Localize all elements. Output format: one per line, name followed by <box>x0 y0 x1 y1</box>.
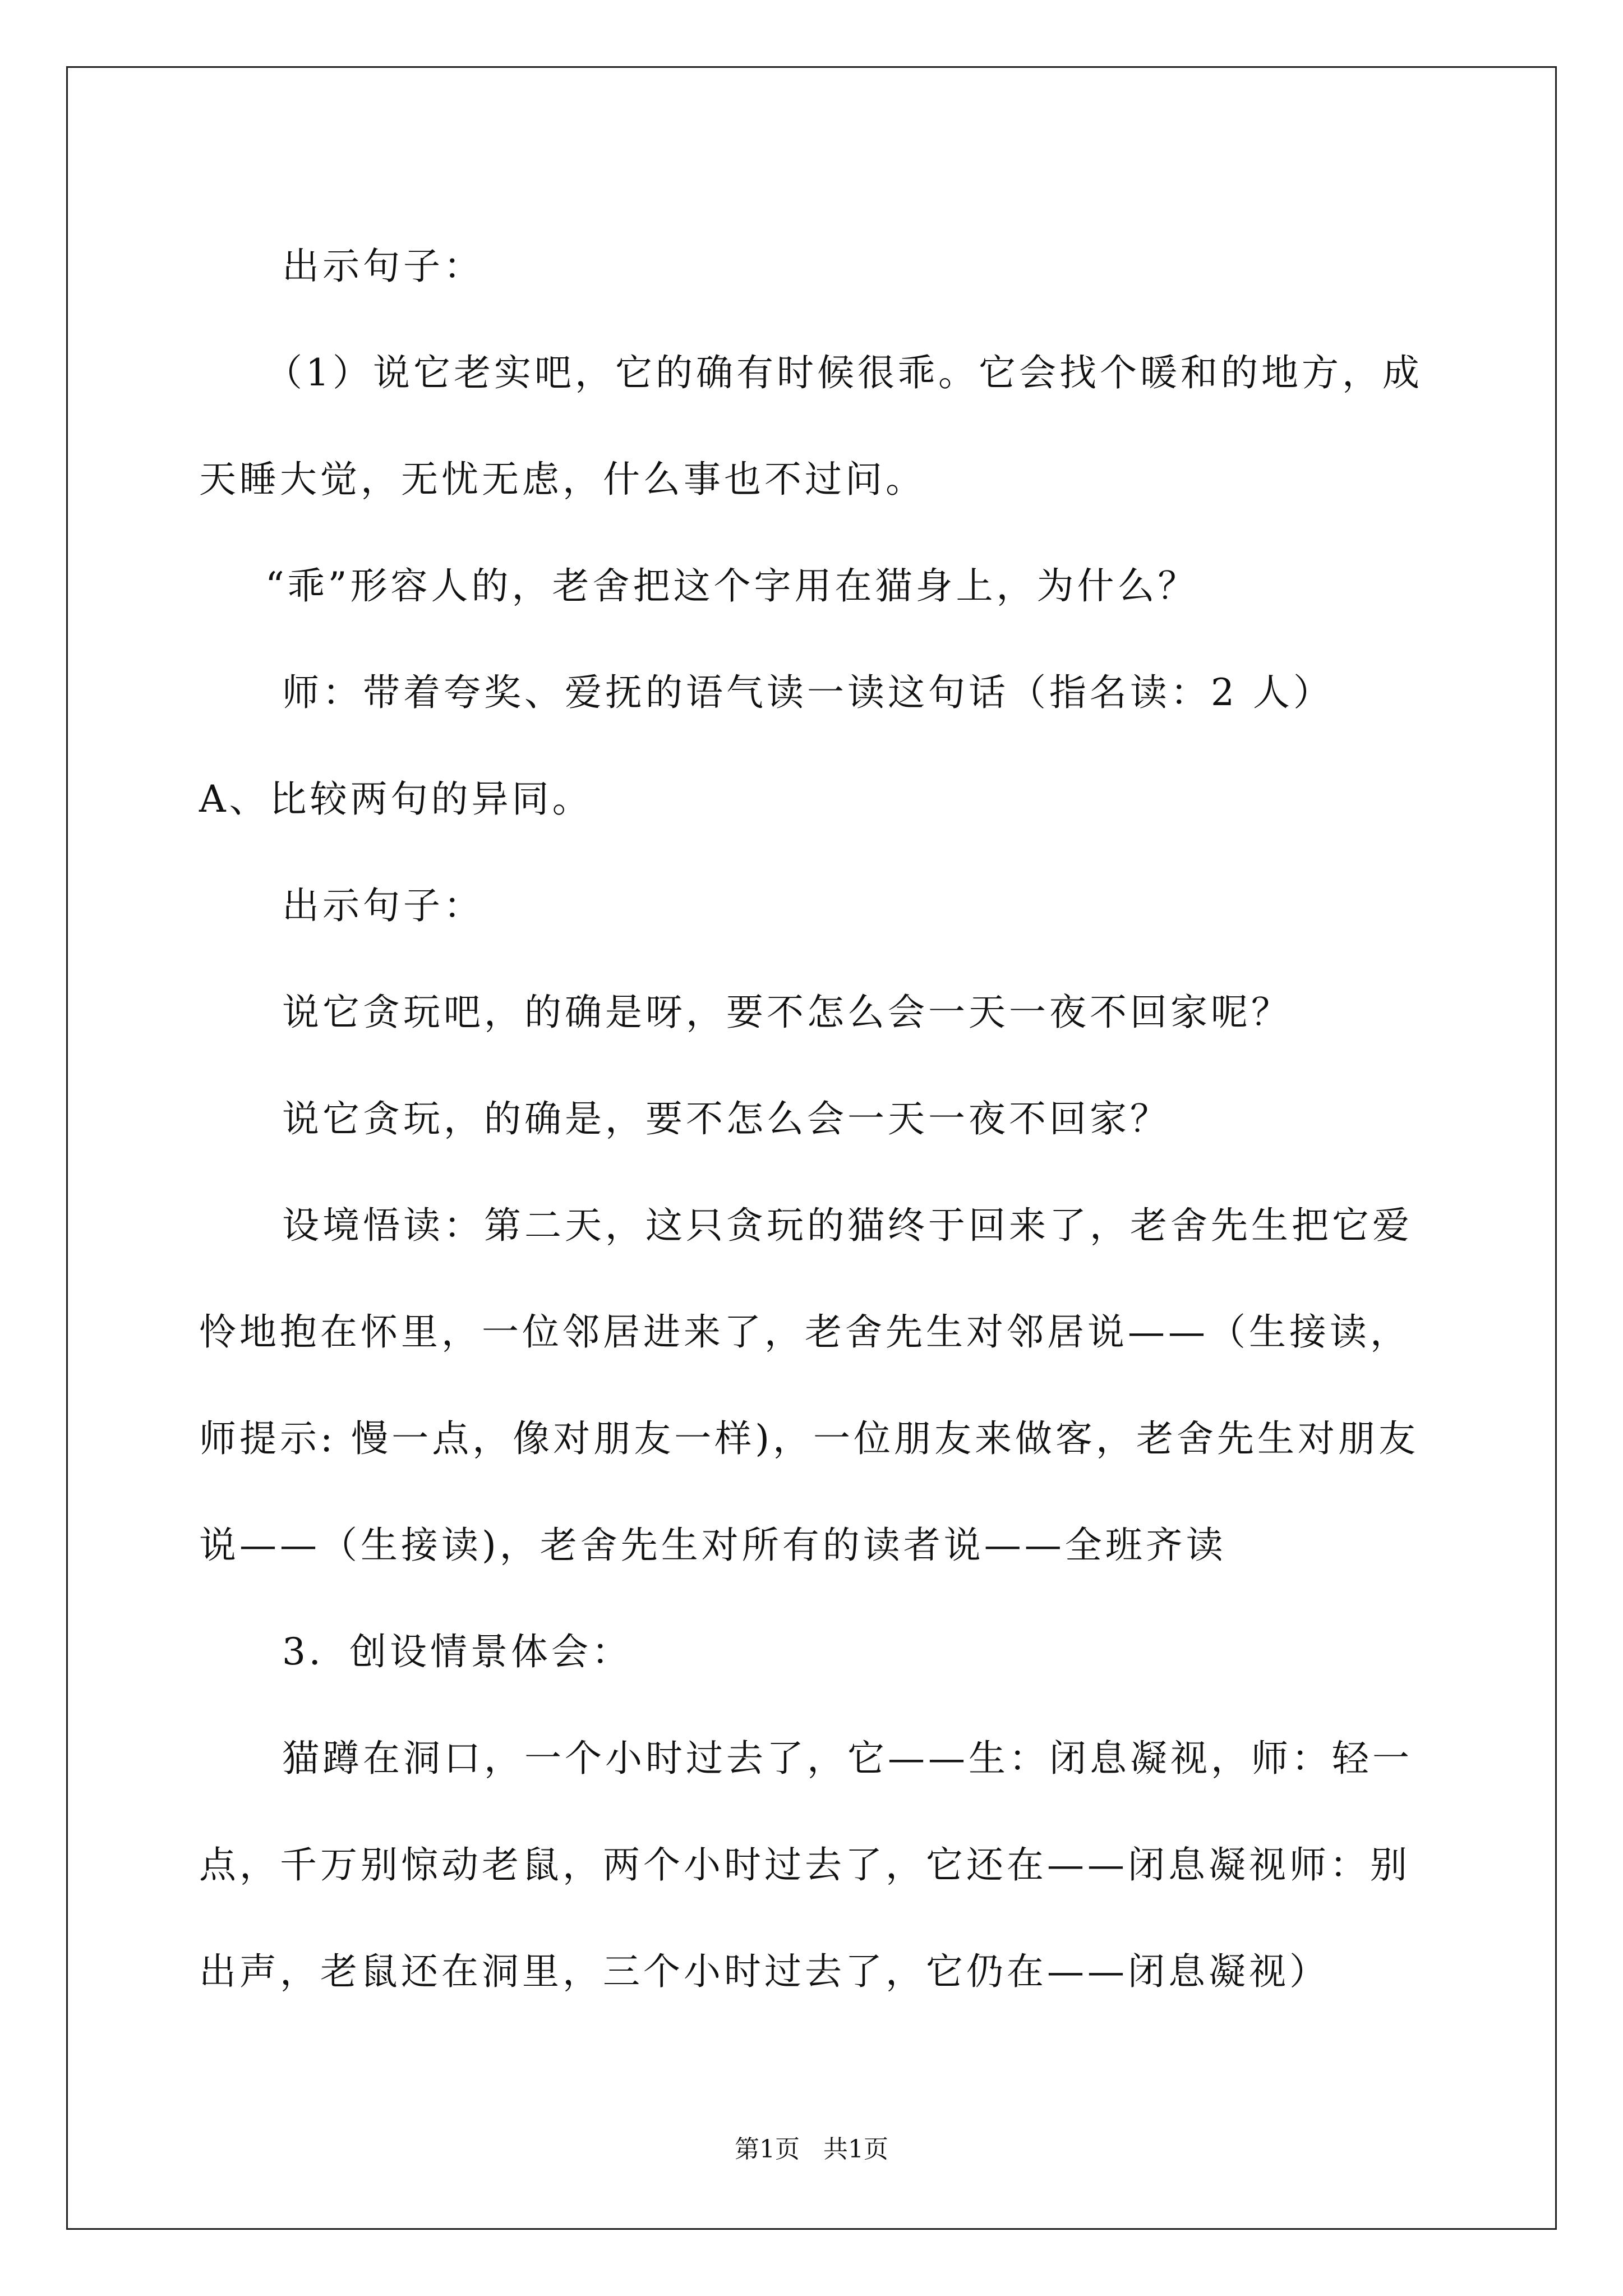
paragraph: “乖”形容人的，老舍把这个字用在猫身上，为什么？ <box>265 564 1198 608</box>
page-footer: 第1页 共1页 <box>735 2135 888 2164</box>
paragraph: 设境悟读：第二天，这只贪玩的猫终于回来了，老舍先生把它爱怜地抱在怀里，一位邻居进来了，老舍先生对邻居说——（生接读，师提示: 慢一点，像对朋友一样)，一位朋友来做客，老舍先生对朋友说——（生接读)，老舍先生对所有的读者说——全班齐读 <box>199 1204 1419 1567</box>
document-body <box>199 213 1433 2025</box>
paragraph: 师：带着夸奖、爱抚的语气读一读这句话（指名读：2 人） <box>282 671 1334 714</box>
paragraph: 说它贪玩吧，的确是呀，要不怎么会一天一夜不回家呢？ <box>282 991 1292 1034</box>
paragraph: 出示句子： <box>282 884 484 927</box>
paragraph: 3．创设情景体会： <box>282 1630 632 1673</box>
paragraph: 说它贪玩，的确是，要不怎么会一天一夜不回家？ <box>282 1097 1170 1140</box>
paragraph: A、比较两句的异同。 <box>199 777 593 821</box>
paragraph: 猫蹲在洞口，一个小时过去了，它——生：闭息凝视，师：轻一点，千万别惊动老鼠，两个小时过去了，它还在——闭息凝视师：别出声，老鼠还在洞里，三个小时过去了，它仍在——闭息凝视） <box>199 1737 1413 1993</box>
paragraph: （1）说它老实吧，它的确有时候很乖。它会找个暖和的地方，成天睡大觉，无忧无虑，什么事也不过问。 <box>199 351 1423 501</box>
paragraph: 出示句子： <box>282 245 484 288</box>
